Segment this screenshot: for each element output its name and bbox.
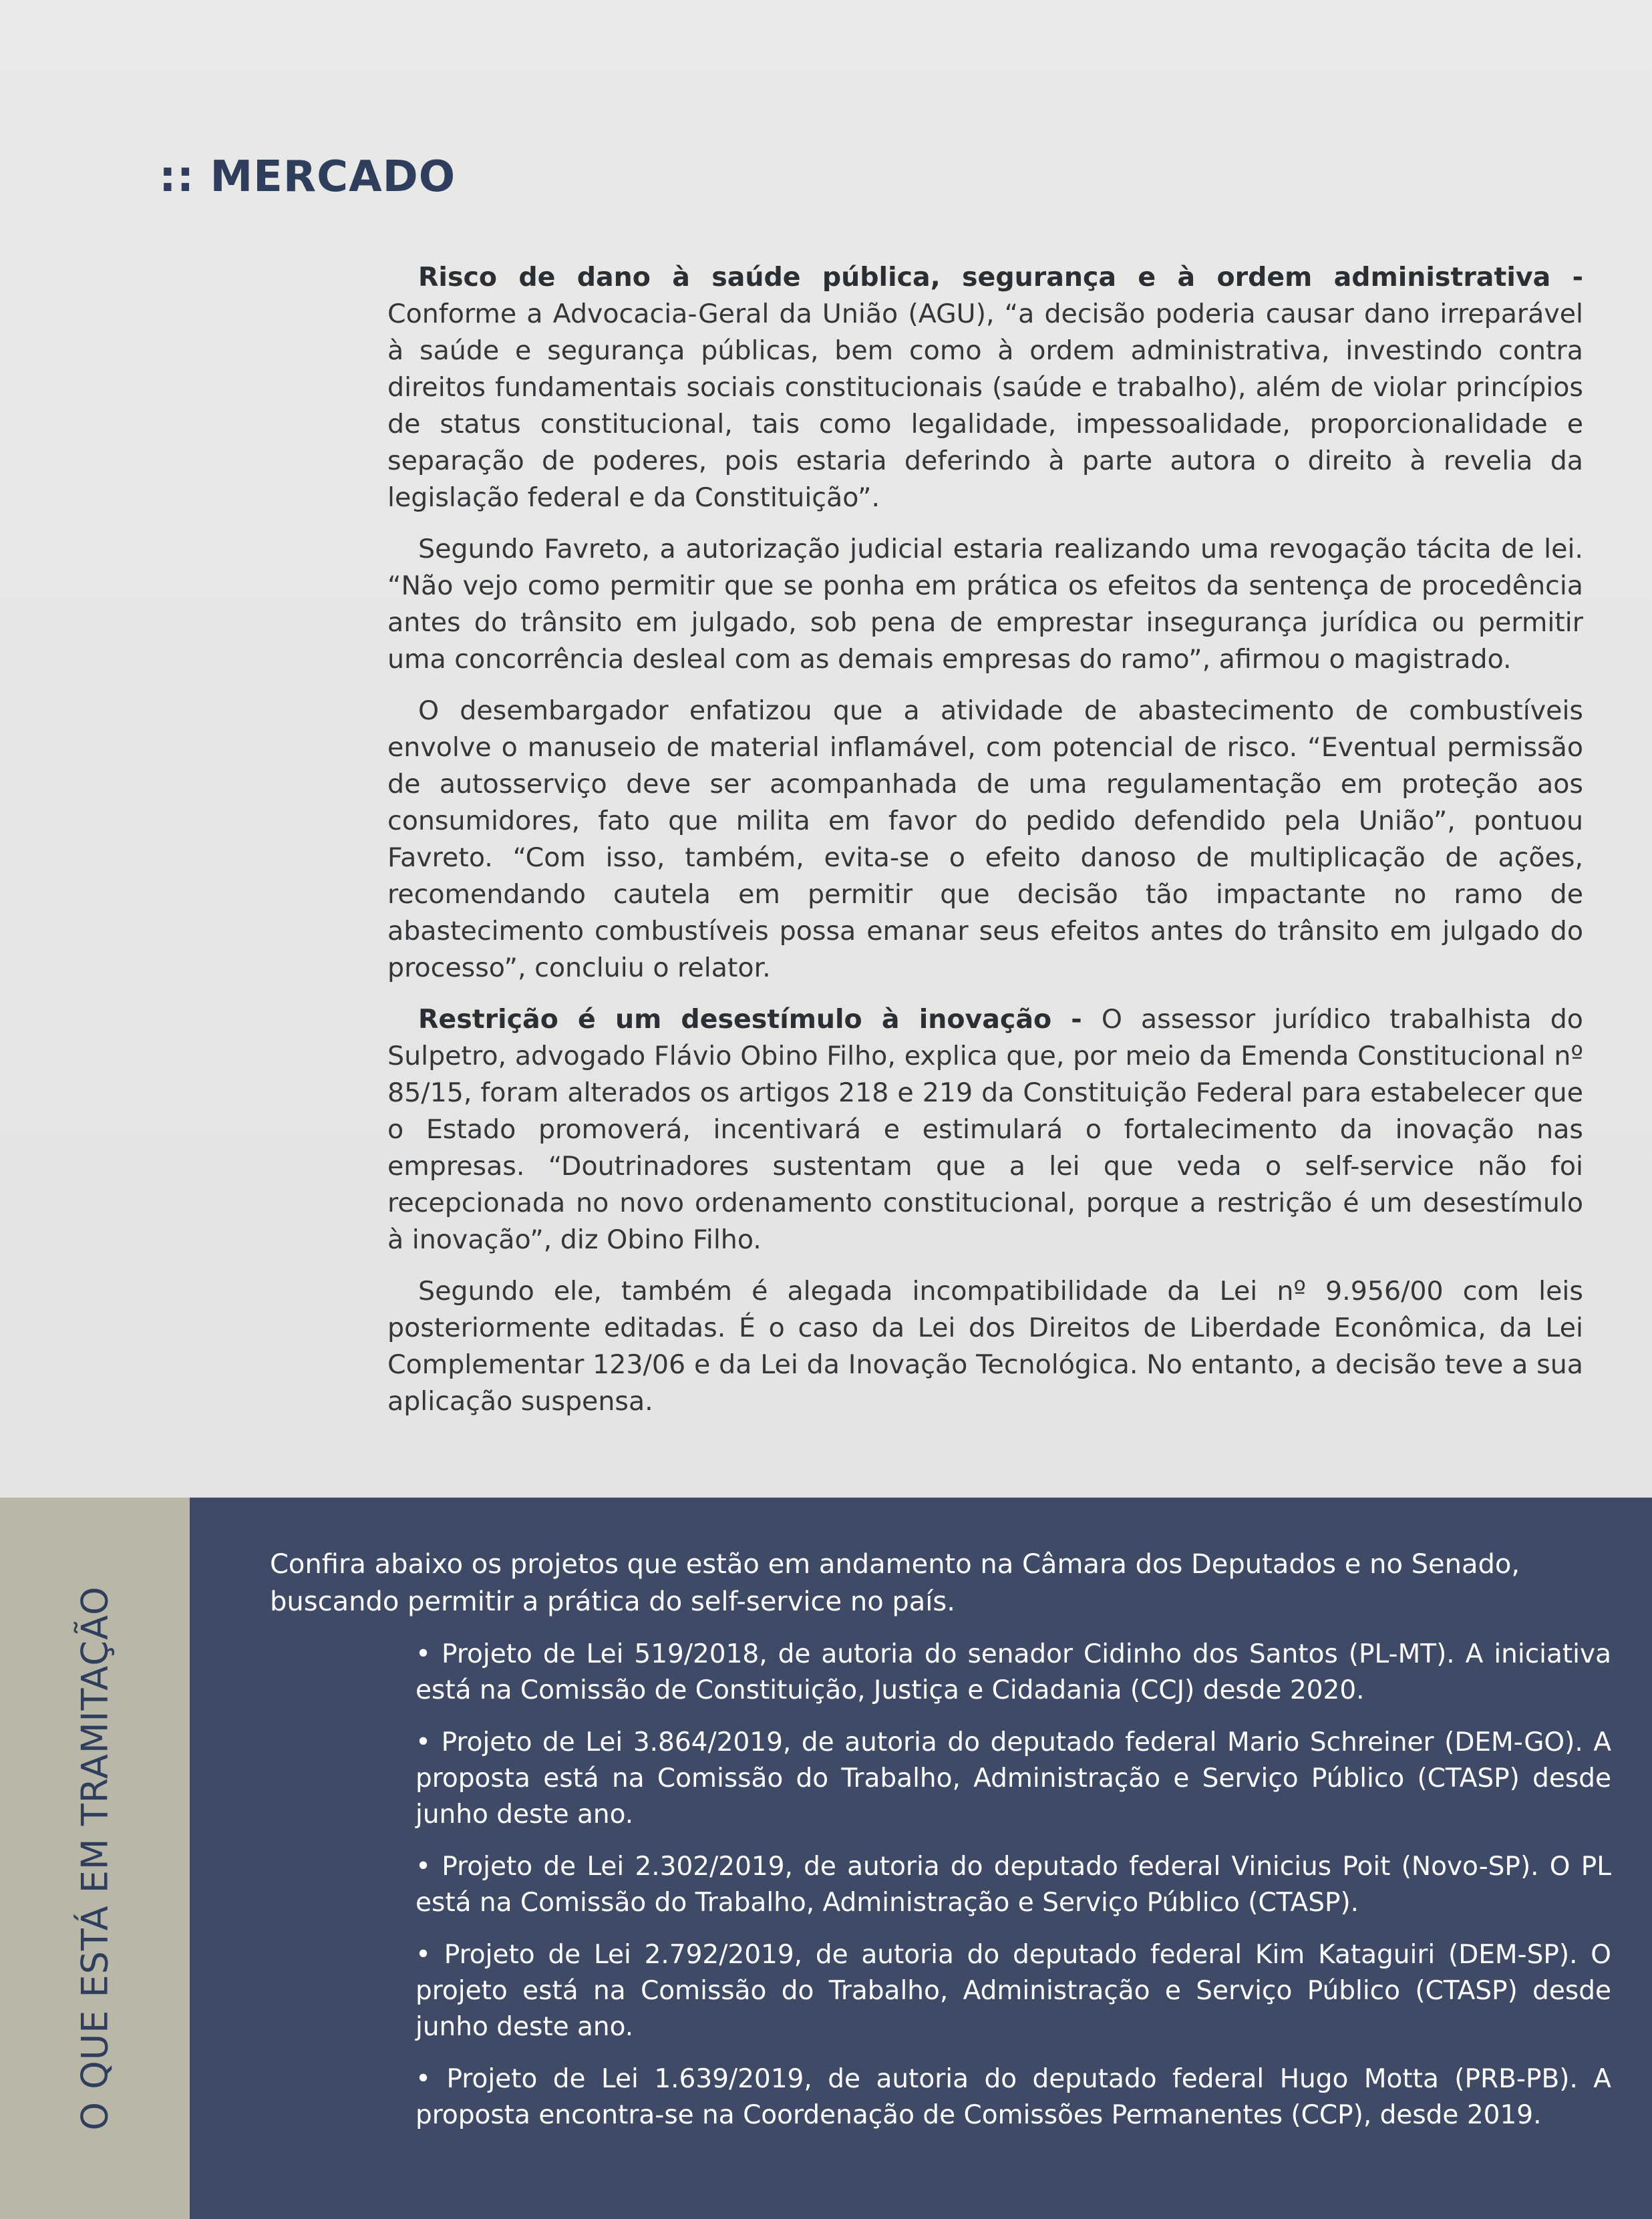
sidebar-box-title-strip bbox=[0, 1498, 190, 2219]
paragraph-text: O assessor jurídico trabalhista do Sulpetro, advogado Flávio Obino Filho, explica que, por meio da Emenda Constitucional nº 85/15, foram alterados os artigos 218 e 219 da Constituição Federal para estabelecer que o Estado promoverá, incentivará e estimulará o fortalecimento da inovação nas empresas. “Doutrinadores sustentam que a lei que veda o self-service não foi recepcionada no novo ordenamento constitucional, porque a restrição é um desestímulo à inovação”, diz Obino Filho. bbox=[387, 1004, 1583, 1255]
article-paragraph bbox=[387, 1273, 1583, 1420]
article-paragraph bbox=[387, 531, 1583, 678]
article-body bbox=[387, 259, 1583, 1435]
bill-list-item: • Projeto de Lei 2.792/2019, de autoria do deputado federal Kim Kataguiri (DEM-SP). O projeto está na Comissão do Trabalho, Administração e Serviço Público (CTASP) desde junho deste ano. bbox=[416, 1940, 1611, 2042]
paragraph-lead: Risco de dano à saúde pública, segurança e à ordem administrativa - bbox=[418, 262, 1583, 293]
sidebar-box bbox=[190, 1498, 1652, 2219]
paragraph-text: O desembargador enfatizou que a atividade de abastecimento de combustíveis envolve o manuseio de material inflamável, com potencial de risco. “Eventual permissão de autosserviço deve ser acompanhada de uma regulamentação em proteção aos consumidores, fato que milita em favor do pedido defendido pela União”, pontuou Favreto. “Com isso, também, evita-se o efeito danoso de multiplicação de ações, recomendando cautela em permitir que decisão tão impactante no ramo de abastecimento combustíveis possa emanar seus efeitos antes do trânsito em julgado do processo”, concluiu o relator. bbox=[387, 695, 1583, 983]
paragraph-text: Segundo ele, também é alegada incompatibilidade da Lei nº 9.956/00 com leis posteriormente editadas. É o caso da Lei dos Direitos de Liberdade Econômica, da Lei Complementar 123/06 e da Lei da Inovação Tecnológica. No entanto, a decisão teve a sua aplicação suspensa. bbox=[387, 1276, 1583, 1417]
bill-list bbox=[416, 1637, 1611, 2150]
paragraph-lead: Restrição é um desestímulo à inovação - bbox=[418, 1004, 1102, 1035]
bill-list-item: • Projeto de Lei 519/2018, de autoria do senador Cidinho dos Santos (PL-MT). A iniciativa está na Comissão de Constituição, Justiça e Cidadania (CCJ) desde 2020. bbox=[416, 1639, 1611, 1705]
sidebar-box-intro: Confira abaixo os projetos que estão em andamento na Câmara dos Deputados e no Senado, buscando permitir a prática do self-service no país. bbox=[270, 1549, 1520, 1617]
section-label: :: MERCADO bbox=[159, 152, 456, 202]
article-paragraph bbox=[387, 693, 1583, 987]
bill-list-item: • Projeto de Lei 2.302/2019, de autoria do deputado federal Vinicius Poit (Novo-SP). O PL está na Comissão do Trabalho, Administração e Serviço Público (CTASP). bbox=[416, 1852, 1611, 1918]
paragraph-text: Segundo Favreto, a autorização judicial estaria realizando uma revogação tácita de lei. “Não vejo como permitir que se ponha em prática os efeitos da sentença de procedência antes do trânsito em julgado, sob pena de emprestar insegurança jurídica ou permitir uma concorrência desleal com as demais empresas do ramo”, afirmou o magistrado. bbox=[387, 534, 1583, 675]
bill-list-item: • Projeto de Lei 3.864/2019, de autoria do deputado federal Mario Schreiner (DEM-GO). A proposta está na Comissão do Trabalho, Administração e Serviço Público (CTASP) desde junho deste ano. bbox=[416, 1727, 1611, 1830]
bill-list-item: • Projeto de Lei 1.639/2019, de autoria do deputado federal Hugo Motta (PRB-PB). A proposta encontra-se na Coordenação de Comissões Permanentes (CCP), desde 2019. bbox=[416, 2064, 1611, 2130]
sidebar-box-title: O QUE ESTÁ EM TRAMITAÇÃO bbox=[73, 1586, 116, 2131]
paragraph-text: Conforme a Advocacia-Geral da União (AGU), “a decisão poderia causar dano irreparável à saúde e segurança públicas, bem como à ordem administrativa, investindo contra direitos fundamentais sociais constitucionais (saúde e trabalho), além de violar princípios de status constitucional, tais como legalidade, impessoalidade, proporcionalidade e separação de poderes, pois estaria deferindo à parte autora o direito à revelia da legislação federal e da Constituição”. bbox=[387, 299, 1583, 513]
article-paragraph bbox=[387, 259, 1583, 516]
article-paragraph bbox=[387, 1001, 1583, 1258]
